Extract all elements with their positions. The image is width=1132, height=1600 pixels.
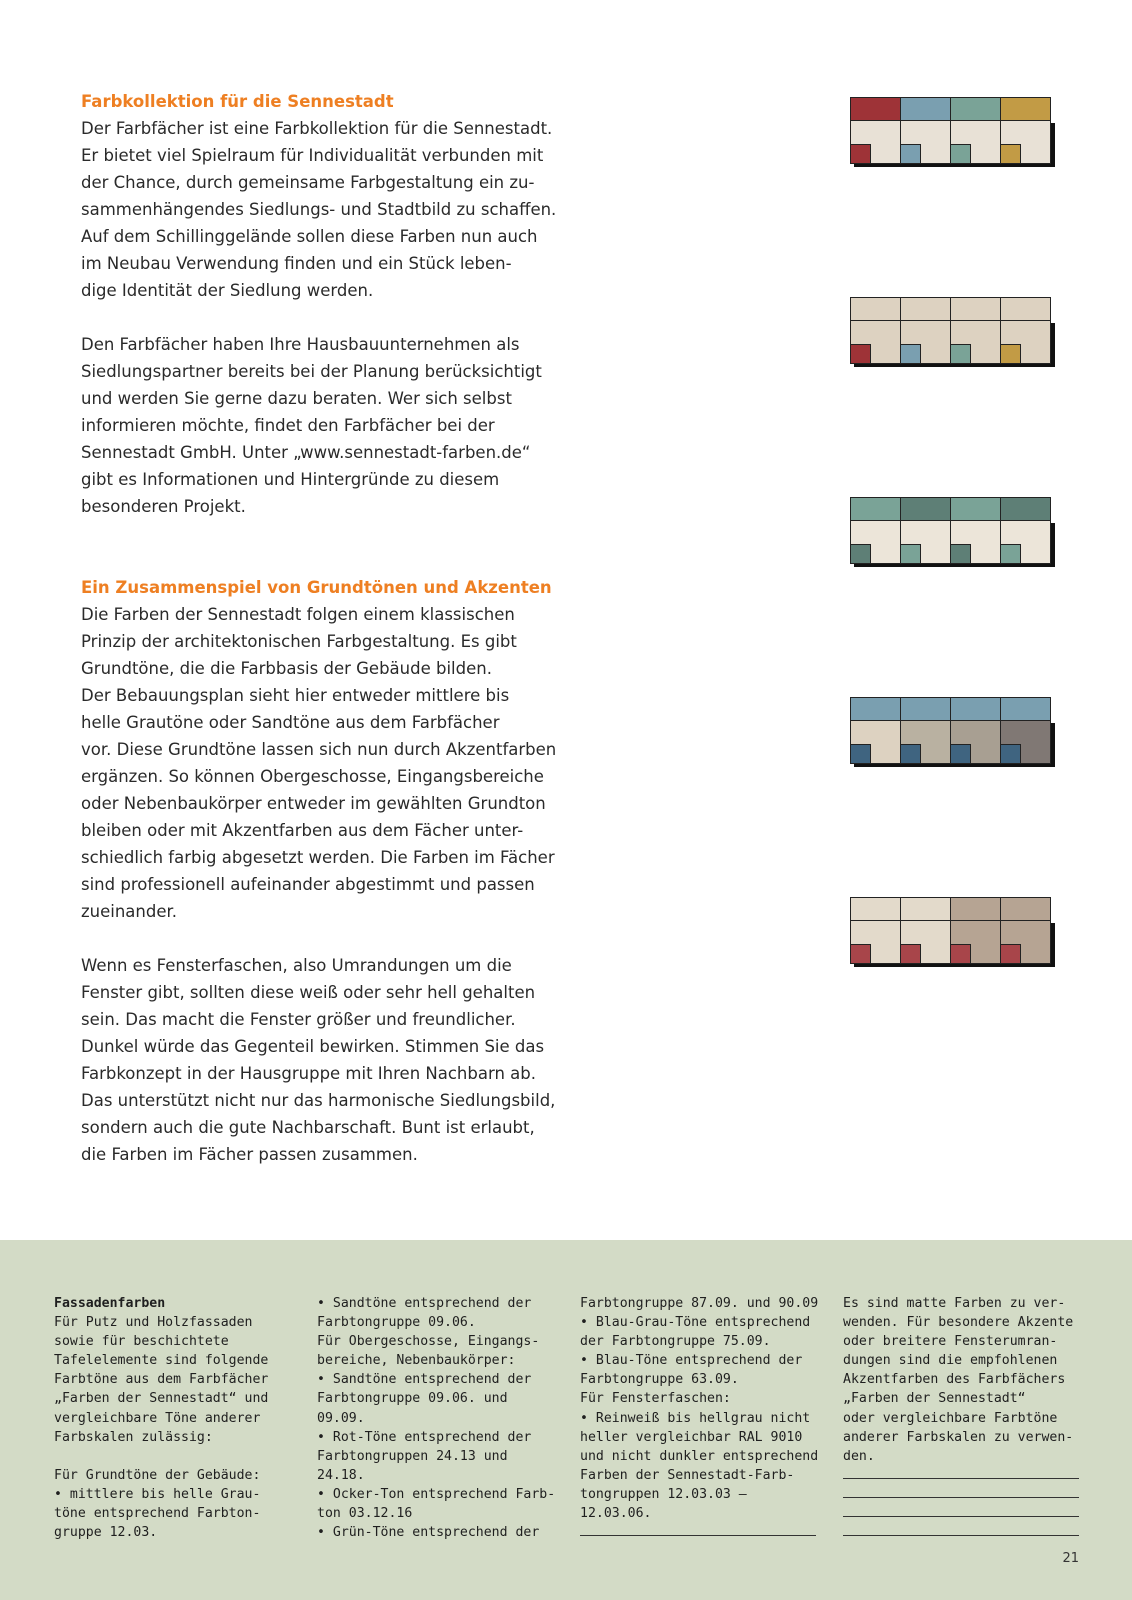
text-line: Er bietet viel Spielraum für Individualität verbunden mit (81, 146, 544, 165)
heading-interplay: Ein Zusammenspiel von Grundtönen und Akzenten (81, 578, 552, 597)
swatch-house-row (850, 897, 1056, 967)
swatch-accent (950, 344, 971, 364)
swatch-top-band (850, 97, 901, 121)
text-line: wenden. Für besondere Akzente (843, 1315, 1074, 1331)
text-line: die Farben im Fächer passen zusammen. (81, 1145, 418, 1164)
text-line: informieren möchte, findet den Farbfächer bei der (81, 416, 495, 435)
text-line: • Rot-Töne entsprechend der (317, 1429, 532, 1445)
text-line: sein. Das macht die Fenster größer und freundlicher. (81, 1010, 516, 1029)
swatch-top-band (850, 497, 901, 521)
text-line: Farbskalen zulässig: (54, 1429, 213, 1445)
text-line: • Blau-Töne entsprechend der (580, 1353, 803, 1369)
text-line: Es sind matte Farben zu ver- (843, 1296, 1066, 1311)
swatch-top-band (900, 897, 951, 921)
text-line: sondern auch die gute Nachbarschaft. Bunt ist erlaubt, (81, 1118, 535, 1137)
swatch-accent (1000, 344, 1021, 364)
text-line: helle Grautöne oder Sandtöne aus dem Farbfächer (81, 713, 500, 732)
swatch-accent (850, 944, 871, 964)
swatch-accent (900, 544, 921, 564)
text-line: sowie für beschichtete (54, 1334, 229, 1350)
text-line: Tafelelemente sind folgende (54, 1353, 269, 1369)
text-line: 12.03.06. (580, 1506, 652, 1522)
footer-column-2-text (317, 1294, 557, 1542)
swatch-top-band (950, 897, 1001, 921)
text-line: Farbtongruppen 24.13 und (317, 1448, 508, 1464)
text-line: schiedlich farbig abgesetzt werden. Die Farben im Fächer (81, 848, 555, 867)
text-line: Farbtongruppe 09.06. und (317, 1391, 508, 1407)
text-line: Farbtöne aus dem Farbfächer (54, 1372, 269, 1388)
text-line: und werden Sie gerne dazu beraten. Wer sich selbst (81, 389, 512, 408)
text-line: oder Nebenbaukörper entweder im gewählten Grundton (81, 794, 546, 813)
footer-facade-colors (0, 1240, 1132, 1600)
swatch-top-band (950, 497, 1001, 521)
swatch-top-band (850, 697, 901, 721)
swatch-top-band (1000, 97, 1051, 121)
swatch-accent (950, 944, 971, 964)
swatch-top-band (950, 697, 1001, 721)
footer-column-1 (54, 1294, 294, 1542)
swatch-top-band (900, 297, 951, 321)
text-line: • Grün-Töne entsprechend der (317, 1525, 540, 1541)
swatch-top-band (950, 297, 1001, 321)
text-line: dungen sind die empfohlenen (843, 1353, 1058, 1369)
swatch-accent (1000, 744, 1021, 764)
text-line: Für Putz und Holzfassaden (54, 1315, 253, 1331)
swatch-accent (1000, 944, 1021, 964)
text-line: Der Farbfächer ist eine Farbkollektion für die Sennestadt. (81, 119, 553, 138)
text-line: • mittlere bis helle Grau- (54, 1486, 261, 1502)
swatch-accent (1000, 544, 1021, 564)
swatch-top-band (1000, 497, 1051, 521)
swatch-house-row (850, 697, 1056, 767)
swatch-accent (1000, 144, 1021, 164)
paragraph-interplay-1 (81, 601, 561, 925)
text-line: Fenster gibt, sollten diese weiß oder sehr hell gehalten (81, 983, 536, 1002)
text-line: zueinander. (81, 902, 178, 921)
fill-in-line (843, 1516, 1079, 1517)
text-line: oder breitere Fensterumran- (843, 1334, 1058, 1350)
text-line: töne entsprechend Farbton- (54, 1506, 261, 1522)
text-line: sammenhängendes Siedlungs- und Stadtbild zu schaffen. (81, 200, 557, 219)
text-line: „Farben der Sennestadt“ und (54, 1391, 269, 1407)
swatch-accent (950, 744, 971, 764)
swatch-house-row (850, 297, 1056, 367)
swatch-top-band (850, 297, 901, 321)
text-line: der Farbtongruppe 75.09. (580, 1334, 771, 1350)
text-line: Farbkonzept in der Hausgruppe mit Ihren Nachbarn ab. (81, 1064, 536, 1083)
swatch-accent (900, 944, 921, 964)
text-line: heller vergleichbar RAL 9010 (580, 1429, 803, 1445)
paragraph-interplay-2 (81, 952, 561, 1168)
swatch-top-band (1000, 297, 1051, 321)
text-line: besonderen Projekt. (81, 497, 246, 516)
text-line: 09.09. (317, 1410, 365, 1426)
swatch-accent (950, 144, 971, 164)
text-line: Wenn es Fensterfaschen, also Umrandungen um die (81, 956, 512, 975)
footer-column-3-text (580, 1294, 820, 1523)
swatch-top-band (1000, 897, 1051, 921)
text-line: • Sandtöne entsprechend der (317, 1372, 532, 1388)
swatch-top-band (900, 497, 951, 521)
text-line: Für Fensterfaschen: (580, 1391, 731, 1407)
text-line: Farben der Sennestadt-Farb- (580, 1467, 795, 1483)
footer-column-4-text (843, 1294, 1083, 1466)
text-line: bereiche, Nebenbaukörper: (317, 1353, 516, 1369)
text-line: Farbtongruppe 63.09. (580, 1372, 739, 1388)
swatch-top-band (900, 697, 951, 721)
text-line (54, 1447, 294, 1466)
footer-column-2 (317, 1294, 557, 1542)
spacer (81, 520, 561, 574)
heading-color-collection: Farbkollektion für die Sennestadt (81, 92, 394, 111)
swatch-accent (900, 144, 921, 164)
text-line: der Chance, durch gemeinsame Farbgestaltung ein zu- (81, 173, 535, 192)
swatch-top-band (850, 897, 901, 921)
text-line: Prinzip der architektonischen Farbgestaltung. Es gibt (81, 632, 517, 651)
text-line: „Farben der Sennestadt“ (843, 1391, 1026, 1407)
text-line: Auf dem Schillinggelände sollen diese Farben nun auch (81, 227, 538, 246)
paragraph-collection-1 (81, 115, 561, 304)
text-line: Akzentfarben des Farbfächers (843, 1372, 1066, 1388)
text-line: Für Grundtöne der Gebäude: (54, 1467, 261, 1483)
text-line: Für Obergeschosse, Eingangs- (317, 1334, 540, 1350)
text-line: Die Farben der Sennestadt folgen einem klassischen (81, 605, 515, 624)
fill-in-line (843, 1497, 1079, 1498)
text-line: Der Bebauungsplan sieht hier entweder mittlere bis (81, 686, 510, 705)
swatch-house-row (850, 97, 1056, 167)
swatch-top-band (1000, 697, 1051, 721)
spacer (81, 925, 561, 952)
fill-in-line (580, 1535, 816, 1536)
page-number: 21 (1062, 1551, 1079, 1566)
swatch-accent (950, 544, 971, 564)
text-line: Farbtongruppe 09.06. (317, 1315, 476, 1331)
swatch-accent (850, 344, 871, 364)
text-line: • Ocker-Ton entsprechend Farb- (317, 1486, 556, 1502)
text-line: Sennestadt GmbH. Unter „www.sennestadt-farben.de“ (81, 443, 531, 462)
swatch-accent (850, 744, 871, 764)
text-line: Grundtöne, die die Farbbasis der Gebäude bilden. (81, 659, 492, 678)
text-line: sind professionell aufeinander abgestimmt und passen (81, 875, 535, 894)
main-text (81, 88, 561, 1168)
text-line: Dunkel würde das Gegenteil bewirken. Stimmen Sie das (81, 1037, 545, 1056)
text-line: • Sandtöne entsprechend der (317, 1296, 532, 1311)
paragraph-collection-2 (81, 331, 561, 520)
text-line: oder vergleichbare Farbtöne (843, 1410, 1058, 1426)
footer-column-3 (580, 1294, 820, 1536)
swatch-top-band (900, 97, 951, 121)
swatch-accent (850, 144, 871, 164)
text-line: den. (843, 1448, 875, 1464)
text-line: Das unterstützt nicht nur das harmonische Siedlungsbild, (81, 1091, 556, 1110)
text-line: ergänzen. So können Obergeschosse, Eingangsbereiche (81, 767, 544, 786)
swatch-top-band (950, 97, 1001, 121)
footer-column-1-text (54, 1313, 294, 1542)
footer-column-4 (843, 1294, 1083, 1536)
text-line: tongruppen 12.03.03 – (580, 1486, 747, 1502)
text-line: im Neubau Verwendung finden und ein Stück leben- (81, 254, 512, 273)
swatch-accent (900, 744, 921, 764)
fill-in-line (843, 1535, 1079, 1536)
text-line: Farbtongruppe 87.09. und 90.09 (580, 1296, 819, 1311)
text-line: • Reinweiß bis hellgrau nicht (580, 1410, 811, 1426)
footer-title: Fassadenfarben (54, 1296, 166, 1311)
fill-in-line (843, 1478, 1079, 1479)
text-line: vergleichbare Töne anderer (54, 1410, 261, 1426)
swatch-house-row (850, 497, 1056, 567)
text-line: und nicht dunkler entsprechend (580, 1448, 819, 1464)
text-line: vor. Diese Grundtöne lassen sich nun durch Akzentfarben (81, 740, 557, 759)
text-line: bleiben oder mit Akzentfarben aus dem Fächer unter- (81, 821, 524, 840)
text-line: dige Identität der Siedlung werden. (81, 281, 374, 300)
text-line: 24.18. (317, 1467, 365, 1483)
text-line: anderer Farbskalen zu verwen- (843, 1429, 1074, 1445)
text-line: Den Farbfächer haben Ihre Hausbauunternehmen als (81, 335, 520, 354)
text-line: gibt es Informationen und Hintergründe zu diesem (81, 470, 500, 489)
swatch-accent (900, 344, 921, 364)
spacer (81, 304, 561, 331)
swatch-accent (850, 544, 871, 564)
text-line: Siedlungspartner bereits bei der Planung berücksichtigt (81, 362, 542, 381)
text-line: ton 03.12.16 (317, 1506, 413, 1522)
text-line: • Blau-Grau-Töne entsprechend (580, 1315, 811, 1331)
text-line: gruppe 12.03. (54, 1525, 158, 1541)
